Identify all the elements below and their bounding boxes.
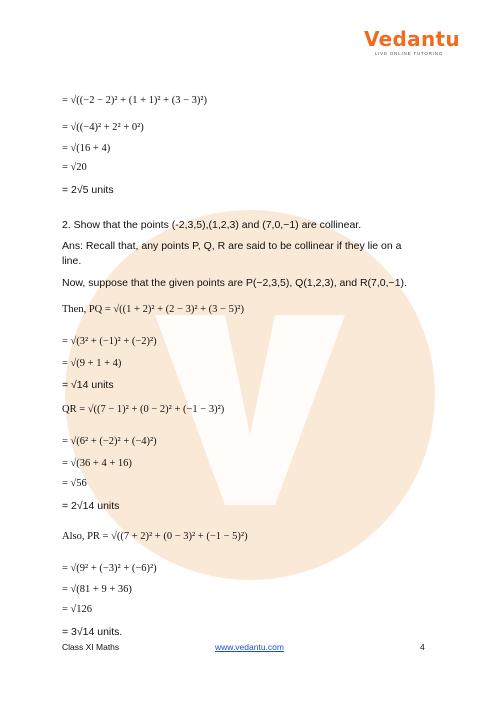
footer-class: Class XI Maths: [62, 642, 120, 652]
eq-line: = √(36 + 4 + 16): [62, 458, 132, 469]
points-definition: Now, suppose that the given points are P(−2,3,5), Q(1,2,3), and R(7,0,−1).: [62, 277, 407, 289]
eq-line: = √(3² + (−1)² + (−2)²): [62, 336, 157, 347]
pq-equation: Then, PQ = √((1 + 2)² + (2 − 3)² + (3 − 5)²): [62, 304, 244, 315]
eq-line: = 2√5 units: [62, 184, 114, 196]
vedantu-logo: [364, 27, 460, 56]
pr-equation: Also, PR = √((7 + 2)² + (0 − 3)² + (−1 − 5)²): [62, 531, 248, 542]
eq-line: = √(16 + 4): [62, 143, 111, 154]
eq-line: = √20: [62, 162, 87, 173]
logo-tagline: LIVE ONLINE TUTORING: [374, 51, 444, 56]
footer-link[interactable]: www.vedantu.com: [215, 642, 284, 652]
logo-brand: Vedantu: [364, 27, 460, 51]
question-2: 2. Show that the points (-2,3,5),(1,2,3) and (7,0,−1) are collinear.: [62, 219, 362, 231]
qr-equation: QR = √((7 − 1)² + (0 − 2)² + (−1 − 3)²): [62, 404, 225, 415]
eq-line: = √14 units: [62, 379, 114, 391]
eq-line: = 3√14 units.: [62, 626, 123, 638]
page-number: 4: [420, 642, 425, 652]
answer-text: line.: [62, 255, 82, 267]
eq-line: = √(9 + 1 + 4): [62, 358, 122, 369]
eq-line: = √(81 + 9 + 36): [62, 584, 132, 595]
eq-line: = √((−4)² + 2² + 0²): [62, 122, 144, 133]
eq-line: = 2√14 units: [62, 500, 120, 512]
eq-line: = √(9² + (−3)² + (−6)²): [62, 563, 157, 574]
eq-line: = √126: [62, 604, 93, 615]
eq-line: = √56: [62, 478, 87, 489]
eq-line: = √((−2 − 2)² + (1 + 1)² + (3 − 3)²): [62, 95, 208, 106]
eq-line: = √(6² + (−2)² + (−4)²): [62, 436, 157, 447]
answer-text: Ans: Recall that, any points P, Q, R are said to be collinear if they lie on a: [62, 240, 402, 252]
vedantu-watermark: [60, 205, 440, 585]
